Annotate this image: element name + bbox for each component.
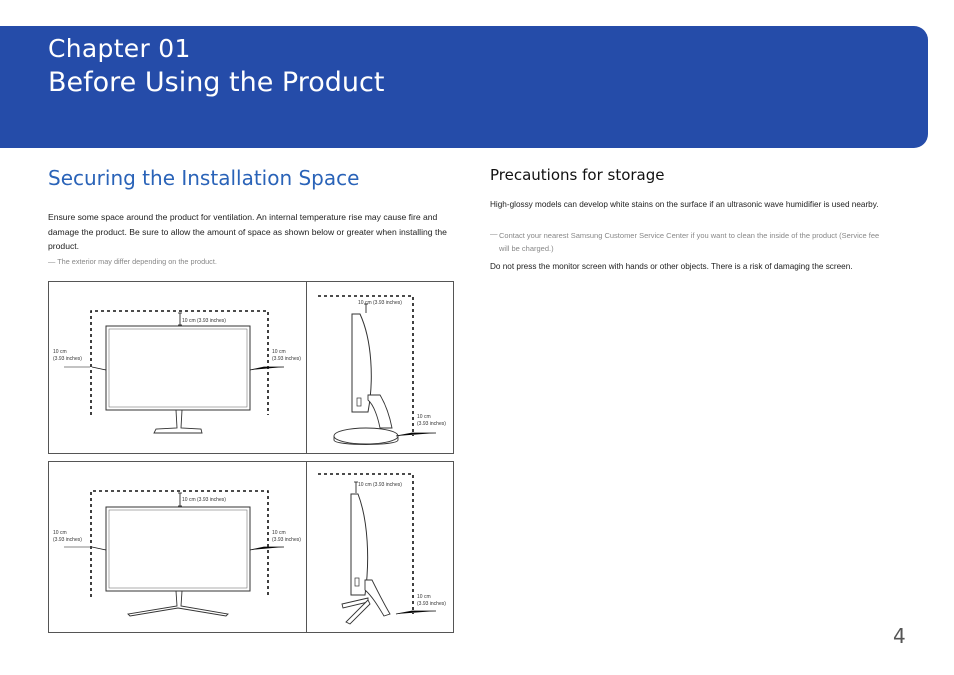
label-left-clearance-line2: (3.93 inches) bbox=[53, 356, 82, 362]
label-side-top-clearance: 10 cm (3.93 inches) bbox=[358, 482, 402, 488]
installation-body: Ensure some space around the product for ventilation. An internal temperature rise may cause fire and damage the product. Be sure to allow the amount of space as shown below or greater when installing the product. bbox=[48, 212, 447, 252]
label-side-top-clearance: 10 cm (3.93 inches) bbox=[358, 300, 402, 306]
section-title-installation: Securing the Installation Space bbox=[48, 166, 360, 190]
label-side-back-clearance-line1: 10 cm bbox=[417, 594, 431, 600]
label-side-back-clearance-line2: (3.93 inches) bbox=[417, 601, 446, 607]
label-side-back-clearance-line2: (3.93 inches) bbox=[417, 421, 446, 427]
section-title-storage: Precautions for storage bbox=[490, 166, 665, 184]
label-top-clearance: 10 cm (3.93 inches) bbox=[182, 318, 226, 324]
chapter-label: Chapter 01 bbox=[48, 34, 191, 63]
label-side-back-clearance-line1: 10 cm bbox=[417, 414, 431, 420]
storage-para-1: High-glossy models can develop white stains on the surface if an ultrasonic wave humidifier is used nearby. bbox=[490, 200, 879, 209]
front-view-monitor bbox=[64, 311, 284, 433]
storage-para-2: Do not press the monitor screen with hands or other objects. There is a risk of damaging the screen. bbox=[490, 262, 853, 271]
note-text: Contact your nearest Samsung Customer Service Center if you want to clean the inside of the product (Service fee will be charged.) bbox=[499, 231, 880, 253]
label-right-clearance-line2: (3.93 inches) bbox=[272, 356, 301, 362]
diagram-1 bbox=[49, 282, 454, 454]
label-right-clearance-line2: (3.93 inches) bbox=[272, 537, 301, 543]
label-right-clearance-line1: 10 cm bbox=[272, 349, 286, 355]
label-left-clearance-line1: 10 cm bbox=[53, 530, 67, 536]
front-view-monitor bbox=[64, 491, 284, 616]
label-right-clearance-line1: 10 cm bbox=[272, 530, 286, 536]
label-top-clearance: 10 cm (3.93 inches) bbox=[182, 497, 226, 503]
page-number: 4 bbox=[893, 624, 906, 648]
note-mark: ― bbox=[490, 229, 498, 238]
note-mark: ― bbox=[48, 257, 56, 266]
diagram-2 bbox=[49, 462, 454, 633]
note-text: The exterior may differ depending on the product. bbox=[57, 257, 217, 266]
label-left-clearance-line2: (3.93 inches) bbox=[53, 537, 82, 543]
chapter-title: Before Using the Product bbox=[48, 67, 385, 98]
label-left-clearance-line1: 10 cm bbox=[53, 349, 67, 355]
